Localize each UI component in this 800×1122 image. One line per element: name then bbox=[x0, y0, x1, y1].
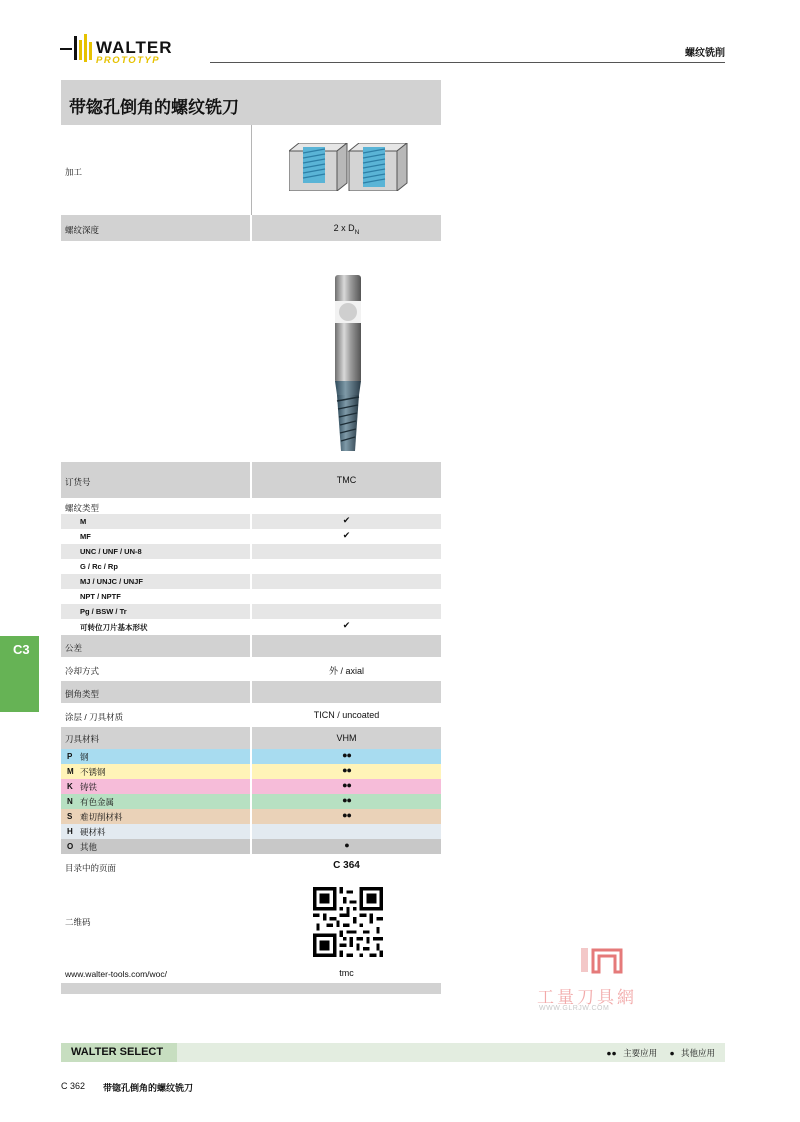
thread-type-name: MJ / UNJC / UNJF bbox=[80, 577, 143, 586]
qr-row bbox=[61, 880, 441, 960]
product-title-box bbox=[61, 80, 441, 125]
page-number: C 362 bbox=[61, 1081, 86, 1091]
application-dots: ●● bbox=[342, 795, 351, 805]
thread-hole-illustration bbox=[289, 143, 409, 191]
thread-type-row bbox=[61, 619, 441, 634]
thread-type-row bbox=[61, 559, 441, 574]
chapter-tab[interactable] bbox=[0, 636, 39, 712]
material-letter: M bbox=[67, 767, 74, 776]
application-dots: ●● bbox=[342, 750, 351, 760]
chapter-tab-label: C3 bbox=[13, 642, 30, 657]
order-number-label: 订货号 bbox=[65, 477, 91, 487]
catalog-page-link[interactable]: C 364 bbox=[333, 860, 360, 871]
tool-material-value: VHM bbox=[336, 733, 357, 743]
material-letter: N bbox=[67, 797, 73, 806]
material-row-s bbox=[61, 809, 441, 824]
check-icon: ✔ bbox=[342, 515, 351, 525]
footer-page-title: 带锪孔倒角的螺纹铣刀 bbox=[103, 1083, 194, 1093]
url-row bbox=[61, 964, 441, 982]
material-row-h bbox=[61, 824, 441, 839]
thread-type-row bbox=[61, 604, 441, 619]
material-letter: O bbox=[67, 842, 74, 851]
coating-label: 涂层 / 刀具材质 bbox=[65, 712, 124, 722]
catalog-page-row bbox=[61, 856, 441, 876]
material-row-k bbox=[61, 779, 441, 794]
logo-subtitle: PROTOTYP bbox=[96, 55, 161, 66]
thread-type-name: G / Rc / Rp bbox=[80, 562, 118, 571]
chamfer-type-row bbox=[61, 681, 441, 703]
material-letter: P bbox=[67, 752, 73, 761]
watermark bbox=[537, 946, 672, 1016]
logo-bars-icon bbox=[60, 34, 94, 64]
material-row-p bbox=[61, 749, 441, 764]
application-dots: ●● bbox=[342, 780, 351, 790]
qr-code-icon[interactable] bbox=[313, 887, 383, 957]
tool-material-row bbox=[61, 727, 441, 749]
thread-depth-label: 螺纹深度 bbox=[65, 225, 100, 235]
processing-label: 加工 bbox=[65, 167, 83, 177]
thread-type-name: Pg / BSW / Tr bbox=[80, 607, 127, 616]
processing-divider bbox=[251, 125, 252, 215]
tool-material-label: 刀具材料 bbox=[65, 734, 100, 744]
material-name: 有色金属 bbox=[80, 797, 115, 807]
material-name: 钢 bbox=[80, 752, 89, 762]
url-value[interactable]: tmc bbox=[339, 968, 354, 978]
thread-depth-main: 2 x D bbox=[333, 223, 355, 233]
cell-divider bbox=[250, 681, 252, 703]
product-title: 带锪孔倒角的螺纹铣刀 bbox=[69, 98, 239, 117]
thread-depth-row bbox=[61, 215, 441, 241]
thread-type-row bbox=[61, 514, 441, 529]
application-dots: ●● bbox=[342, 810, 351, 820]
legend-other-dot: ● bbox=[669, 1048, 675, 1058]
cell-divider bbox=[250, 824, 252, 839]
material-letter: H bbox=[67, 827, 73, 836]
thread-type-name: MF bbox=[80, 532, 91, 541]
cell-divider bbox=[250, 574, 252, 589]
legend-main-dots: ●● bbox=[606, 1048, 617, 1058]
logo-name: WALTER bbox=[96, 38, 173, 57]
header-divider bbox=[210, 62, 725, 63]
order-number-row bbox=[61, 462, 441, 498]
watermark-url: WWW.GLRJW.COM bbox=[539, 1005, 610, 1012]
application-legend bbox=[602, 1047, 715, 1059]
tolerance-label: 公差 bbox=[65, 643, 83, 653]
catalog-page-label: 目录中的页面 bbox=[65, 863, 117, 873]
thread-depth-value bbox=[252, 223, 441, 236]
thread-depth-subscript: N bbox=[354, 228, 360, 236]
material-letter: S bbox=[67, 812, 73, 821]
thread-type-row bbox=[61, 529, 441, 544]
material-name: 难切削材料 bbox=[80, 812, 123, 822]
watermark-logo-icon bbox=[579, 946, 625, 976]
material-letter: K bbox=[67, 782, 73, 791]
section-title: 螺纹铣削 bbox=[685, 48, 725, 59]
table-end-bar bbox=[61, 983, 441, 994]
thread-type-name: 可转位刀片基本形状 bbox=[80, 623, 148, 632]
material-name: 不锈钢 bbox=[80, 767, 106, 777]
thread-type-header-row bbox=[61, 499, 441, 514]
thread-type-name: M bbox=[80, 517, 87, 526]
material-row-o bbox=[61, 839, 441, 854]
cell-divider bbox=[250, 544, 252, 559]
thread-type-row bbox=[61, 574, 441, 589]
check-icon: ✔ bbox=[342, 620, 351, 630]
coolant-row bbox=[61, 658, 441, 680]
thread-type-row bbox=[61, 589, 441, 604]
material-name: 铸铁 bbox=[80, 782, 98, 792]
legend-other-label: 其他应用 bbox=[680, 1048, 715, 1058]
legend-main-label: 主要应用 bbox=[623, 1048, 658, 1058]
footer-brand-box bbox=[61, 1043, 177, 1062]
cell-divider bbox=[250, 635, 252, 657]
qr-label: 二维码 bbox=[65, 917, 91, 927]
thread-type-name: NPT / NPTF bbox=[80, 592, 121, 601]
footer-brand: WALTER SELECT bbox=[71, 1046, 164, 1058]
url-label[interactable]: www.walter-tools.com/woc/ bbox=[65, 969, 168, 979]
material-name: 硬材料 bbox=[80, 827, 106, 837]
cell-divider bbox=[250, 604, 252, 619]
thread-type-label: 螺纹类型 bbox=[65, 503, 100, 513]
coating-row bbox=[61, 704, 441, 726]
walter-logo bbox=[60, 34, 200, 68]
material-row-m bbox=[61, 764, 441, 779]
check-icon: ✔ bbox=[342, 530, 351, 540]
thread-mill-tool-image bbox=[325, 273, 375, 455]
material-name: 其他 bbox=[80, 842, 98, 852]
coolant-value: 外 / axial bbox=[328, 666, 364, 676]
material-row-n bbox=[61, 794, 441, 809]
order-number-value: TMC bbox=[336, 475, 357, 485]
coating-value: TICN / uncoated bbox=[313, 710, 380, 720]
application-dots: ●● bbox=[342, 765, 351, 775]
application-dots: ● bbox=[344, 840, 349, 850]
chamfer-type-label: 倒角类型 bbox=[65, 689, 100, 699]
coolant-label: 冷却方式 bbox=[65, 666, 100, 676]
watermark-text: 工量刀具網 bbox=[537, 988, 637, 1007]
thread-type-row bbox=[61, 544, 441, 559]
thread-type-name: UNC / UNF / UN-8 bbox=[80, 547, 142, 556]
tolerance-row bbox=[61, 635, 441, 657]
